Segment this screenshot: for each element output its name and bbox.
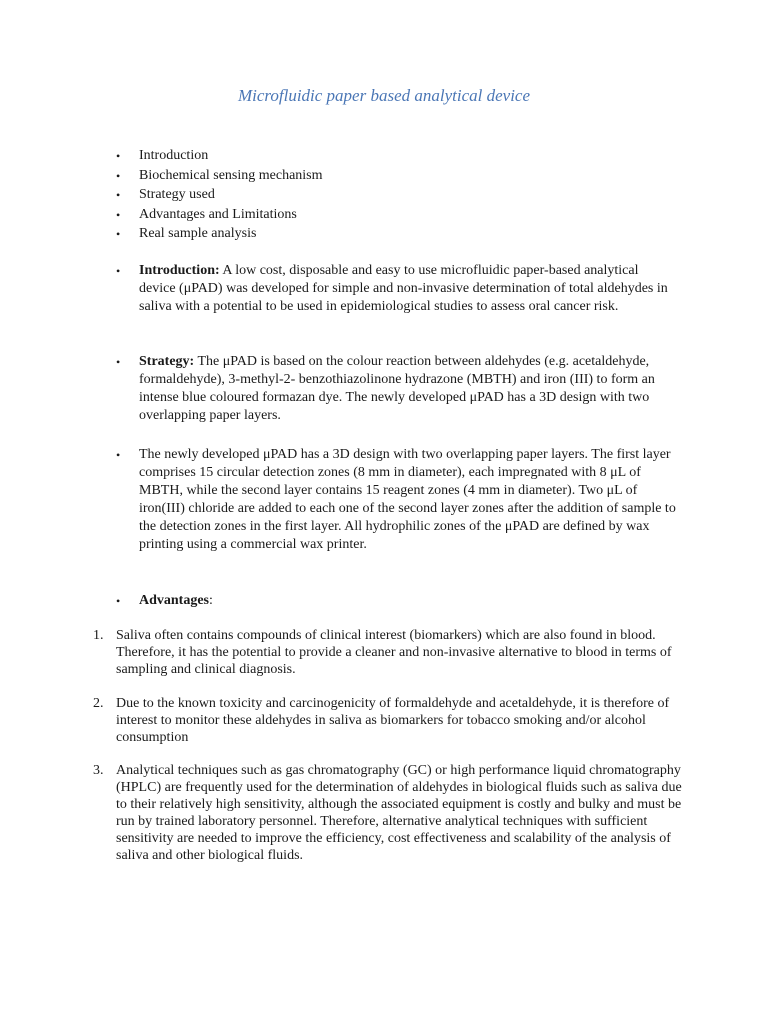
advantage-text: Analytical techniques such as gas chromatography (GC) or high performance liquid chromatography (HPLC) are frequently used for the determination of aldehydes in biological fluids such as saliva due to their relatively high sensitivity, although the associated equipment is costly and bulky and must be run by trained laboratory personnel. Therefore, alternative analytical techniques with sufficient sensitivity are needed to improve the efficiency, cost effectiveness and scalability of the analysis of saliva and other biological fluids. — [116, 763, 682, 863]
bullet-icon: • — [116, 264, 121, 278]
bullet-icon: • — [116, 227, 121, 241]
bullet-icon: • — [116, 207, 121, 222]
bullet-icon: • — [116, 188, 121, 202]
bullet-icon: • — [116, 149, 121, 163]
outline-item-label: Introduction — [139, 148, 209, 163]
outline-item — [116, 147, 676, 167]
advantages-label: Advantages — [139, 593, 210, 608]
outline-item-label: Biochemical sensing mechanism — [139, 167, 323, 183]
strategy-paragraph — [116, 353, 676, 425]
strategy-label: Strategy: — [139, 354, 195, 369]
item-number: 1. — [93, 628, 104, 643]
design-text: The newly developed μPAD has a 3D design with two overlapping paper layers. The first layer comprises 15 circular detection zones (8 mm in diameter), each impregnated with 8 μL of MBTH, while the second layer contains 15 reagent zones (4 mm in diameter). Two μL of iron(III) chloride are added to each one of the second layer zones after the addition of sample to the detection zones in the first layer. All hydrophilic zones of the μPAD are defined by wax printing using a commercial wax printer. — [139, 447, 676, 552]
introduction-text: A low cost, disposable and easy to use microfluidic paper-based analytical device (μPAD) was developed for simple and non-invasive determination of total aldehydes in saliva with a potential to be used in epidemiological studies to assess oral cancer risk. — [139, 263, 668, 314]
outline-item — [116, 225, 676, 245]
outline-list — [116, 147, 676, 245]
advantages-suffix: : — [209, 593, 213, 608]
introduction-label: Introduction: — [139, 263, 220, 278]
advantages-heading — [116, 592, 676, 610]
advantage-item-1 — [93, 627, 683, 678]
design-paragraph — [116, 446, 676, 554]
advantage-text: Saliva often contains compounds of clinical interest (biomarkers) which are also found in blood. Therefore, it has the potential to provide a cleaner and non-invasive alternative to blood in terms of sampling and clinical diagnosis. — [116, 628, 672, 677]
advantage-item-3 — [93, 762, 683, 864]
bullet-icon: • — [116, 448, 121, 462]
outline-item-label: Real sample analysis — [139, 226, 257, 241]
bullet-icon: • — [116, 355, 121, 369]
advantage-item-2 — [93, 695, 683, 746]
strategy-text: The μPAD is based on the colour reaction between aldehydes (e.g. acetaldehyde, formaldehyde), 3-methyl-2- benzothiazolinone hydrazone (MBTH) and iron (III) to form an intense blue coloured formazan dye. The newly developed μPAD has a 3D design with two overlapping paper layers. — [139, 354, 655, 423]
bullet-icon: • — [116, 594, 121, 608]
advantage-text: Due to the known toxicity and carcinogenicity of formaldehyde and acetaldehyde, it is therefore of interest to monitor these aldehydes in saliva as biomarkers for tobacco smoking and/or alcohol consumption — [116, 696, 670, 745]
introduction-paragraph — [116, 262, 676, 316]
outline-item — [116, 206, 676, 226]
outline-item — [116, 186, 676, 206]
item-number: 3. — [93, 763, 104, 778]
item-number: 2. — [93, 696, 104, 711]
bullet-icon: • — [116, 168, 121, 183]
outline-item — [116, 167, 676, 187]
outline-item-label: Strategy used — [139, 187, 215, 202]
page-title: Microfluidic paper based analytical device — [237, 86, 531, 105]
outline-item-label: Advantages and Limitations — [139, 206, 297, 222]
